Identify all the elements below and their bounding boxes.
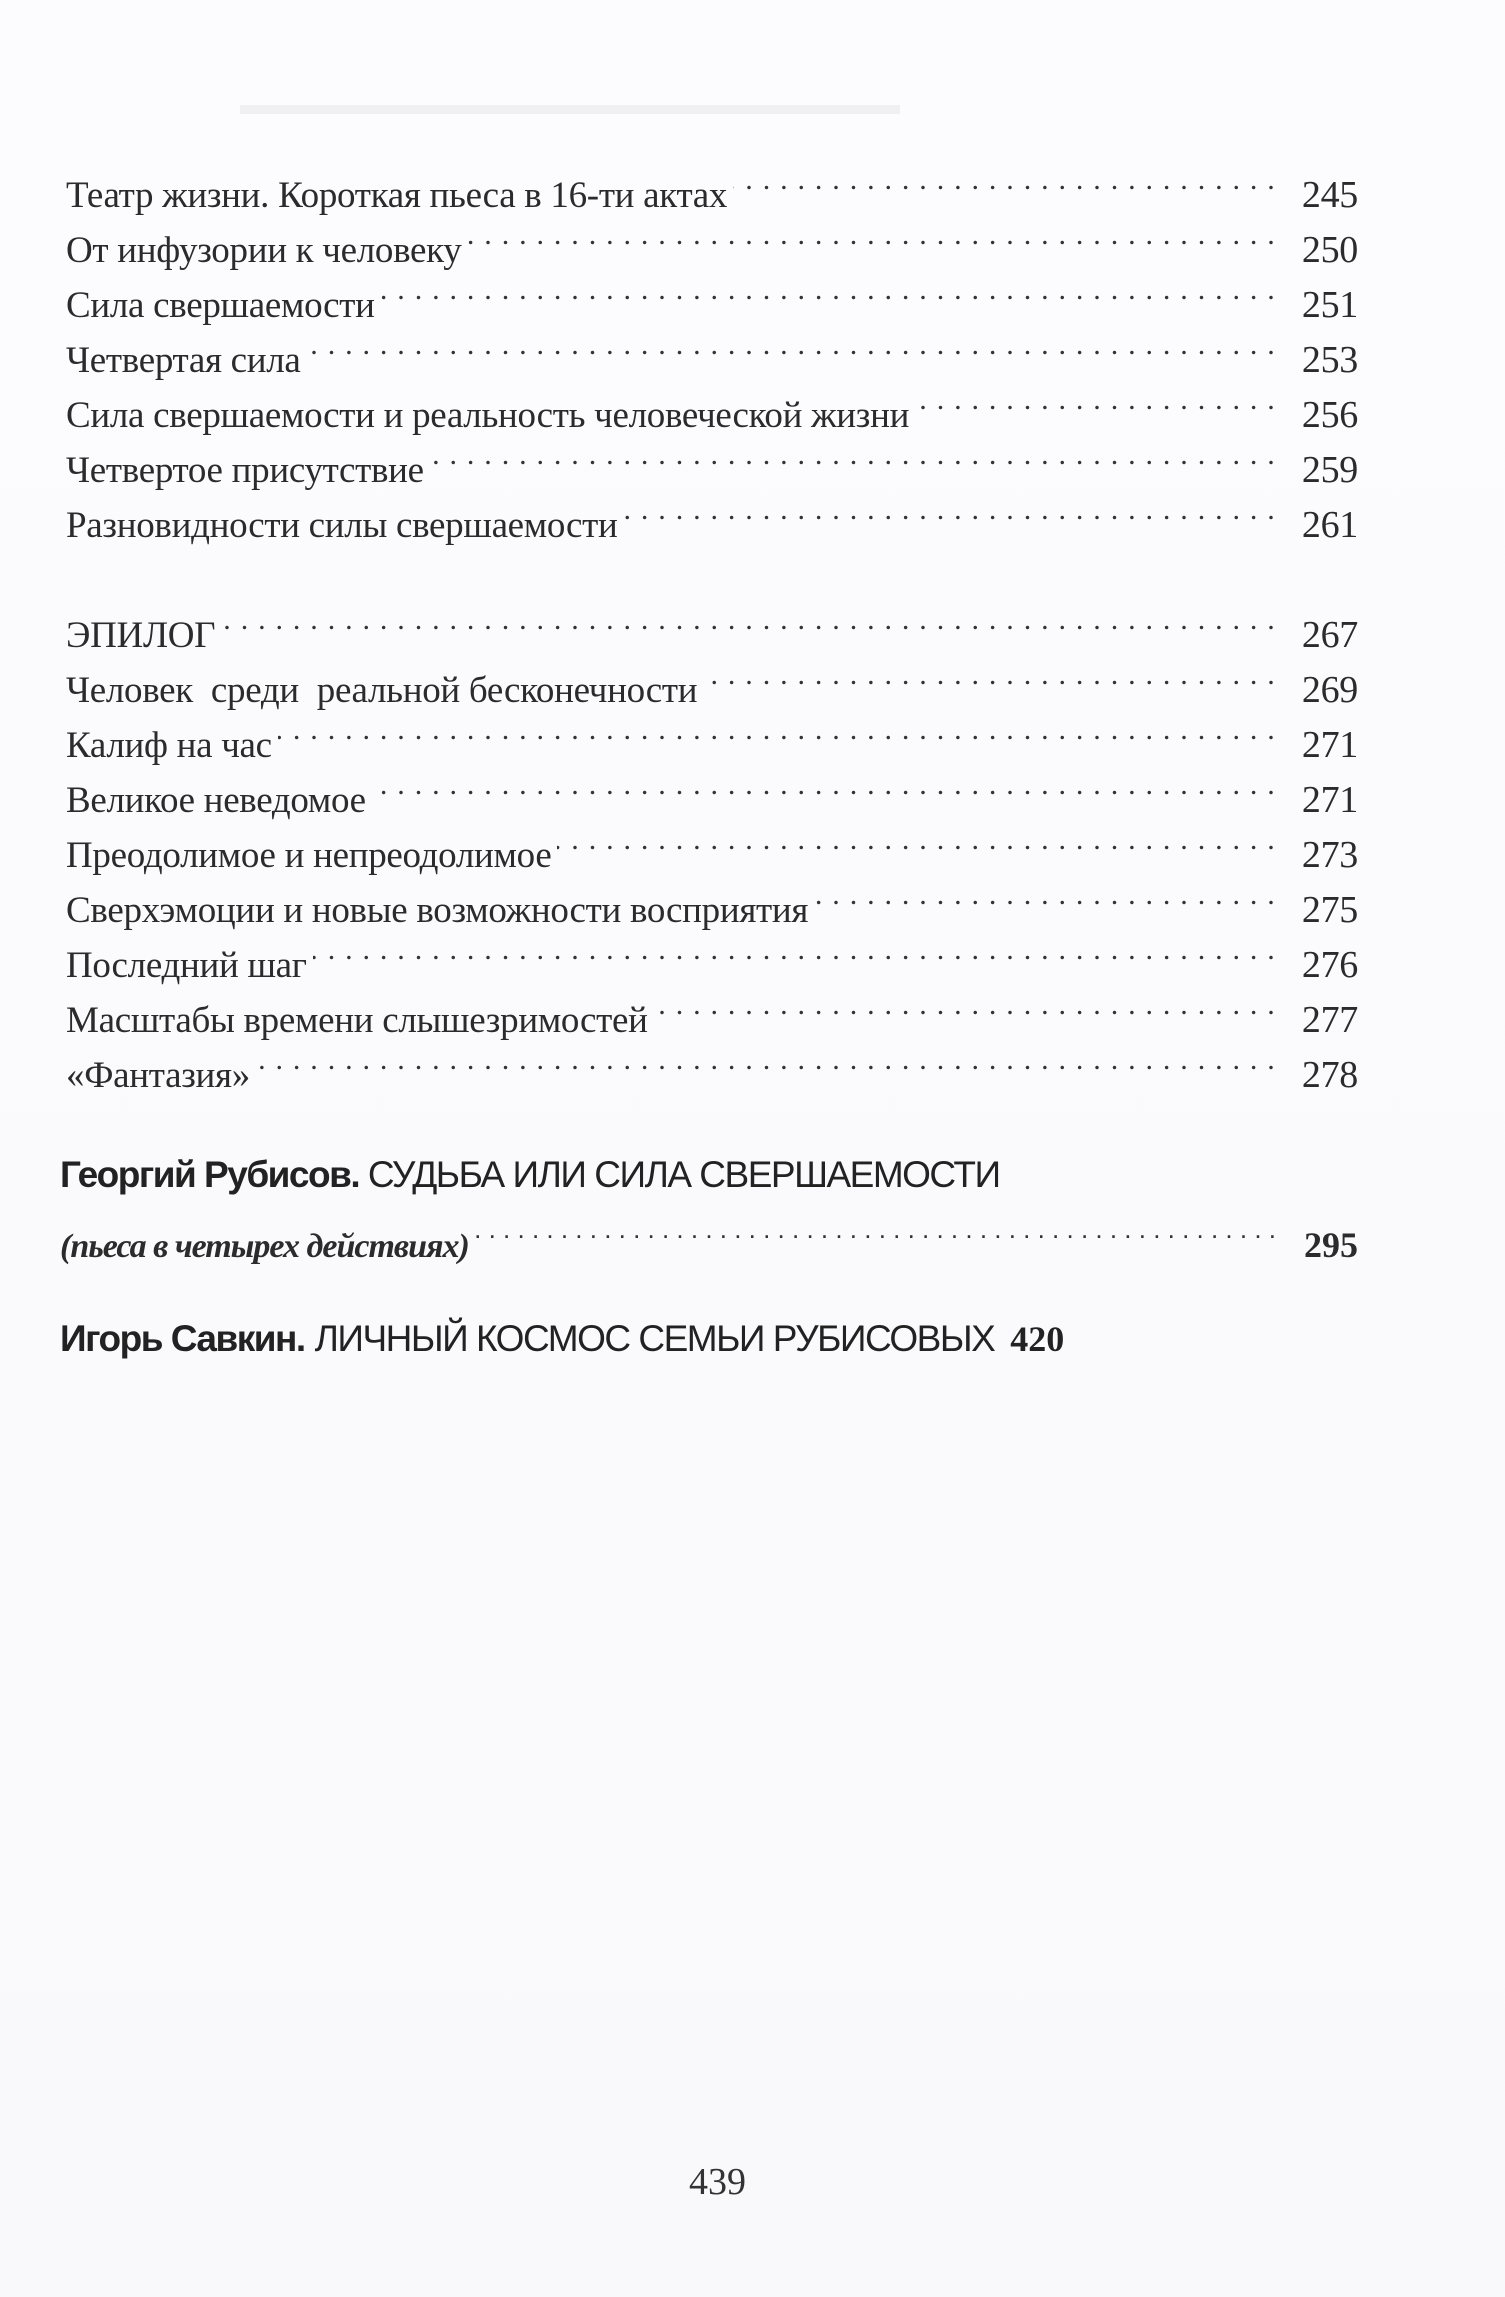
toc-entry-page: 259: [1301, 449, 1358, 491]
toc-part-rubisov[interactable]: [60, 1148, 1358, 1265]
toc-part-savkin[interactable]: [60, 1312, 1358, 1366]
toc-entry-page: 250: [1301, 229, 1358, 271]
toc-entry-page: 269: [1301, 669, 1358, 711]
part-title: СУДЬБА ИЛИ СИЛА СВЕРШАЕМОСТИ: [367, 1154, 1000, 1195]
toc-entry-title: Калиф на час: [66, 725, 272, 766]
toc-entry-page: 276: [1301, 944, 1358, 986]
toc-entry-title: Масштабы времени слышезримостей: [66, 1000, 648, 1041]
dot-leader: [703, 647, 1276, 702]
show-through-texture: ▬▬▬▬▬▬▬▬▬▬▬▬▬▬▬▬▬▬▬▬▬▬: [240, 88, 900, 121]
dot-leader: [468, 207, 1277, 262]
toc-entry[interactable]: [66, 1032, 1358, 1096]
toc-entry-title: Последний шаг: [66, 945, 307, 986]
dot-leader: [313, 922, 1276, 977]
toc-entry-title: Четвертое присутствие: [66, 450, 424, 491]
toc-section-epilogue: [66, 592, 1358, 1096]
part-heading: [60, 1148, 1358, 1202]
toc-entry-page: 251: [1301, 284, 1358, 326]
dot-leader: [654, 977, 1276, 1032]
toc-entry-page: 261: [1301, 504, 1358, 546]
toc-entry-title: Преодолимое и непреодолимое: [66, 835, 552, 876]
part-author: Игорь Савкин.: [60, 1318, 305, 1359]
dot-leader: [557, 812, 1276, 867]
toc-entry-title: Четвертая сила: [66, 340, 301, 381]
toc-entry-title: ЭПИЛОГ: [66, 615, 216, 656]
toc-section-main: [66, 152, 1358, 546]
part-subtitle: (пьеса в четырех действиях): [60, 1228, 469, 1265]
toc-entry-page: 271: [1301, 779, 1358, 821]
toc-entry-page: 256: [1301, 394, 1358, 436]
dot-leader: [814, 867, 1276, 922]
part-page: 420: [1010, 1319, 1065, 1359]
toc-entry-title: «Фантазия»: [66, 1055, 250, 1096]
toc-entry[interactable]: [66, 647, 1358, 711]
toc-entry-title: Сила свершаемости: [66, 285, 375, 326]
dot-leader: [278, 702, 1276, 757]
toc-entry-title: Сверхэмоции и новые возможности восприятия: [66, 890, 809, 931]
dot-leader: [221, 592, 1276, 647]
page-number: [0, 2160, 1505, 2204]
dot-leader: [733, 152, 1276, 207]
toc-entry-page: 278: [1301, 1054, 1358, 1096]
toc-entry-page: 271: [1301, 724, 1358, 766]
toc-entry-page: 267: [1301, 614, 1358, 656]
part-author: Георгий Рубисов.: [60, 1154, 360, 1195]
dot-leader: [256, 1032, 1276, 1087]
toc-entry-page: 275: [1301, 889, 1358, 931]
toc-entry-page: 245: [1301, 174, 1358, 216]
part-subtitle-row: [60, 1202, 1358, 1265]
part-page: 295: [1304, 1225, 1358, 1265]
dot-leader: [307, 317, 1276, 372]
toc-entry[interactable]: [66, 592, 1358, 656]
page-number-value: 439: [689, 2161, 746, 2203]
toc-entry-title: Великое неведомое: [66, 780, 366, 821]
dot-leader: [915, 372, 1276, 427]
dot-leader: [475, 1202, 1276, 1257]
toc-entry-page: 277: [1301, 999, 1358, 1041]
toc-entry-title: Разновидности силы свершаемости: [66, 505, 618, 546]
dot-leader: [372, 757, 1276, 812]
toc-entry[interactable]: [66, 152, 1358, 216]
toc-entry-title: Человек среди реальной бесконечности: [66, 670, 698, 711]
dot-leader: [624, 482, 1276, 537]
dot-leader: [430, 427, 1276, 482]
toc-entry-title: Театр жизни. Короткая пьеса в 16-ти актах: [66, 175, 728, 216]
dot-leader: [381, 262, 1276, 317]
part-heading: [60, 1312, 1358, 1366]
toc-entry-page: 253: [1301, 339, 1358, 381]
toc-entry-title: От инфузории к человеку: [66, 230, 462, 271]
toc-entry-title: Сила свершаемости и реальность человеческой жизни: [66, 395, 910, 436]
toc-entry-page: 273: [1301, 834, 1358, 876]
part-title: ЛИЧНЫЙ КОСМОС СЕМЬИ РУБИСОВЫХ: [314, 1318, 995, 1359]
